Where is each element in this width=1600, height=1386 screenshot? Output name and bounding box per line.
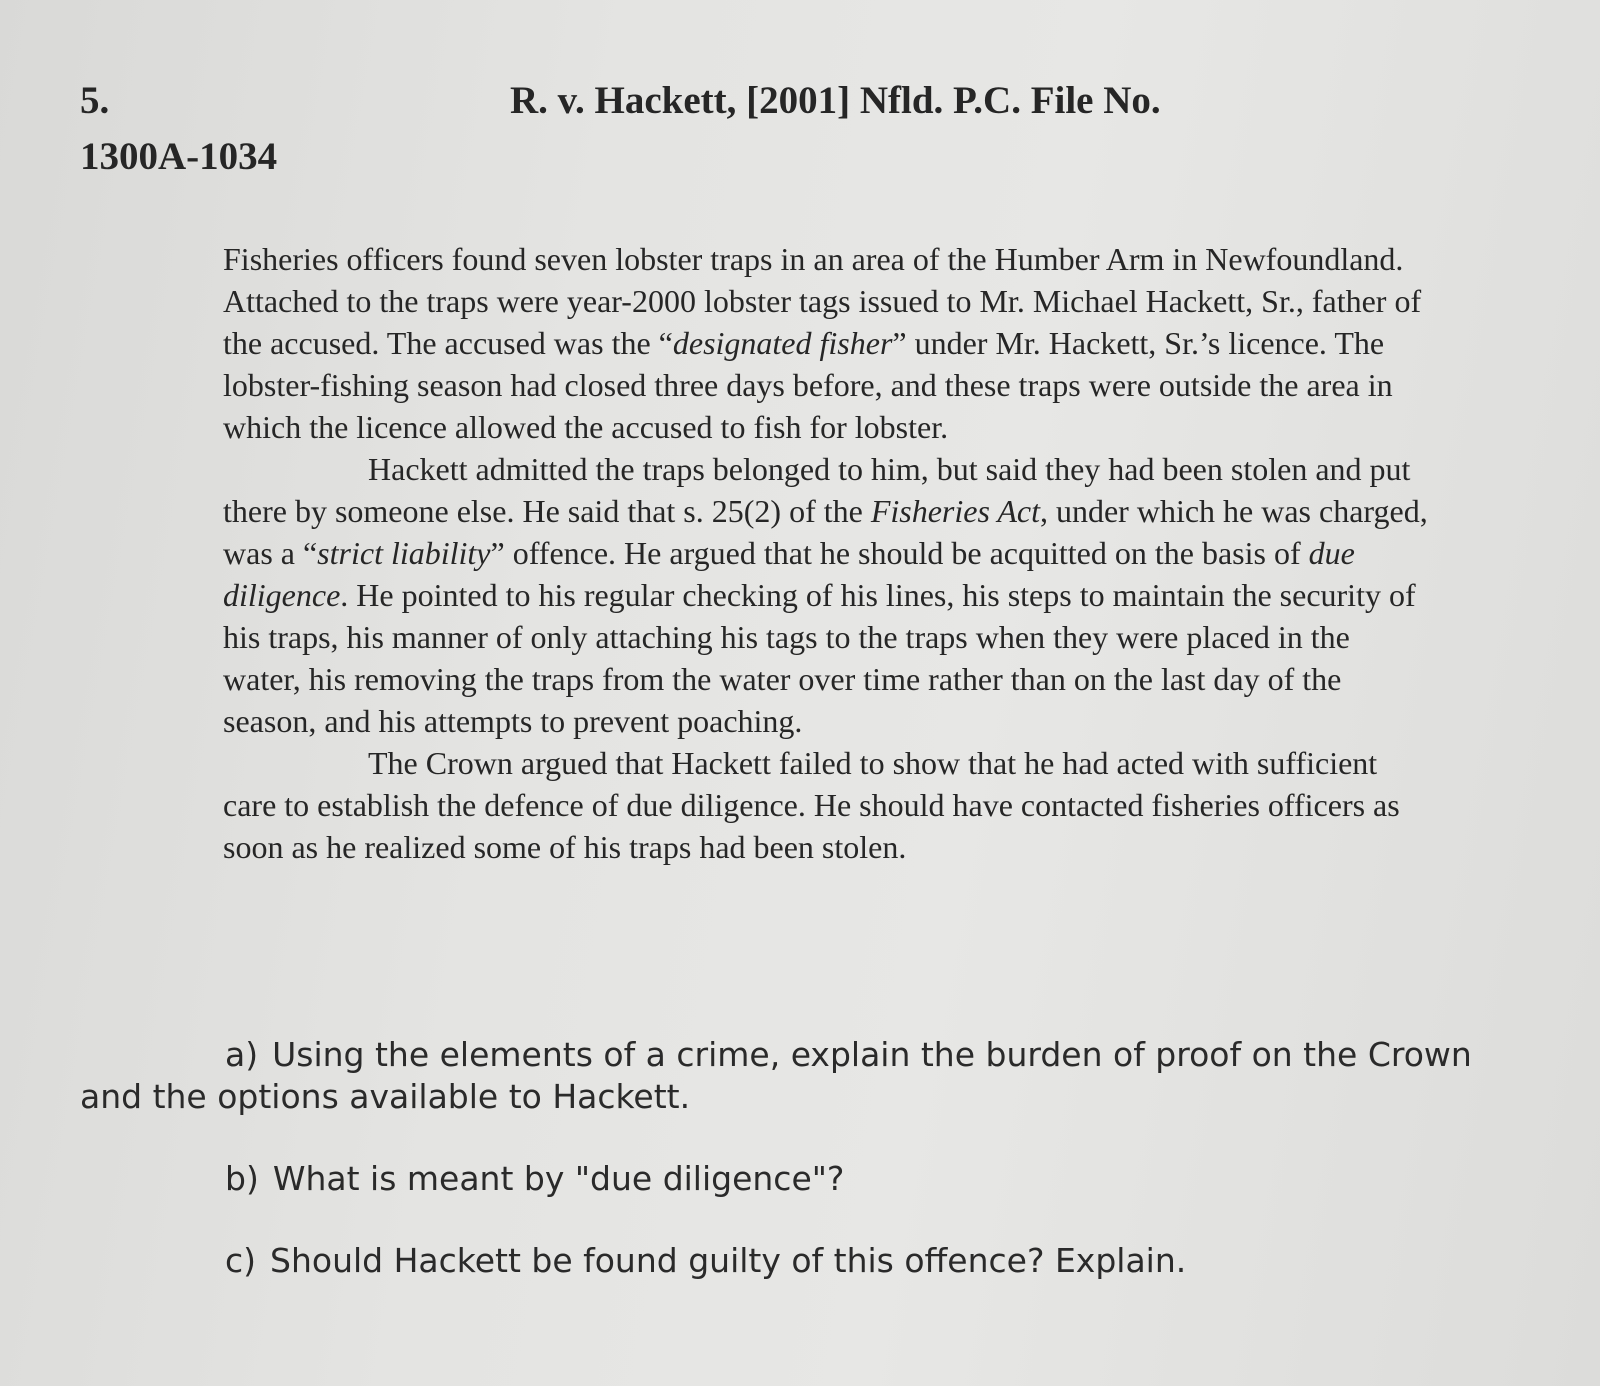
paragraph-crown: The Crown argued that Hackett failed to show that he had acted with sufficient care to establish the defence of due diligence. He should have contacted fisheries officers as soon as he realized some of his traps had been stolen.	[223, 745, 1400, 865]
case-facts	[223, 238, 1433, 868]
case-number: 5.	[80, 79, 110, 122]
italic-term-fisheries-act: Fisheries Act	[870, 493, 1040, 529]
text-span: . He pointed to his regular checking of his lines, his steps to maintain the security of his traps, his manner of only attaching his tags to the traps when they were placed in the water, his removing the traps from the water over time rather than on the last day of the season, and his attempts to prevent poaching.	[223, 577, 1416, 739]
question-a-letter: a)	[225, 1035, 259, 1074]
italic-term-designated-fisher: designated fisher	[672, 325, 893, 361]
question-c-letter: c)	[225, 1241, 257, 1280]
question-c-text: Should Hackett be found guilty of this offence? Explain.	[270, 1241, 1187, 1280]
question-a-text: Using the elements of a crime, explain the burden of proof on the Crown and the options available to Hackett.	[80, 1035, 1472, 1116]
text-span: Hackett admitted the traps belonged to him, but said they had been stolen and put there by someone else. He said that s. 25(2) of the	[223, 451, 1411, 529]
file-number: 1300A-1034	[80, 135, 278, 178]
question-b-text: What is meant by "due diligence"?	[272, 1159, 845, 1198]
paragraph-defence	[223, 448, 1433, 742]
case-title: R. v. Hackett, [2001] Nfld. P.C. File No.	[510, 79, 1161, 122]
text-span: , under which he was charged, was a “	[223, 493, 1428, 571]
text-span: Fisheries officers found seven lobster traps in an area of the Humber Arm in Newfoundland. Attached to the traps were year-2000 lobster tags issued to Mr. Michael Hackett, Sr., father of the accused. The accused was the “	[223, 241, 1422, 361]
question-b-letter: b)	[225, 1159, 259, 1198]
paragraph-facts	[223, 238, 1433, 448]
italic-term-strict-liability: strict liability	[317, 535, 491, 571]
question-a	[80, 1034, 1500, 1118]
italic-term-due-diligence: due diligence	[223, 535, 1355, 613]
question-c	[225, 1240, 1186, 1282]
text-span: ” offence. He argued that he should be acquitted on the basis of	[490, 535, 1309, 571]
question-b	[225, 1158, 844, 1200]
text-span: ” under Mr. Hackett, Sr.’s licence. The lobster-fishing season had closed three days before, and these traps were outside the area in which the licence allowed the accused to fish for lobster.	[223, 325, 1393, 445]
